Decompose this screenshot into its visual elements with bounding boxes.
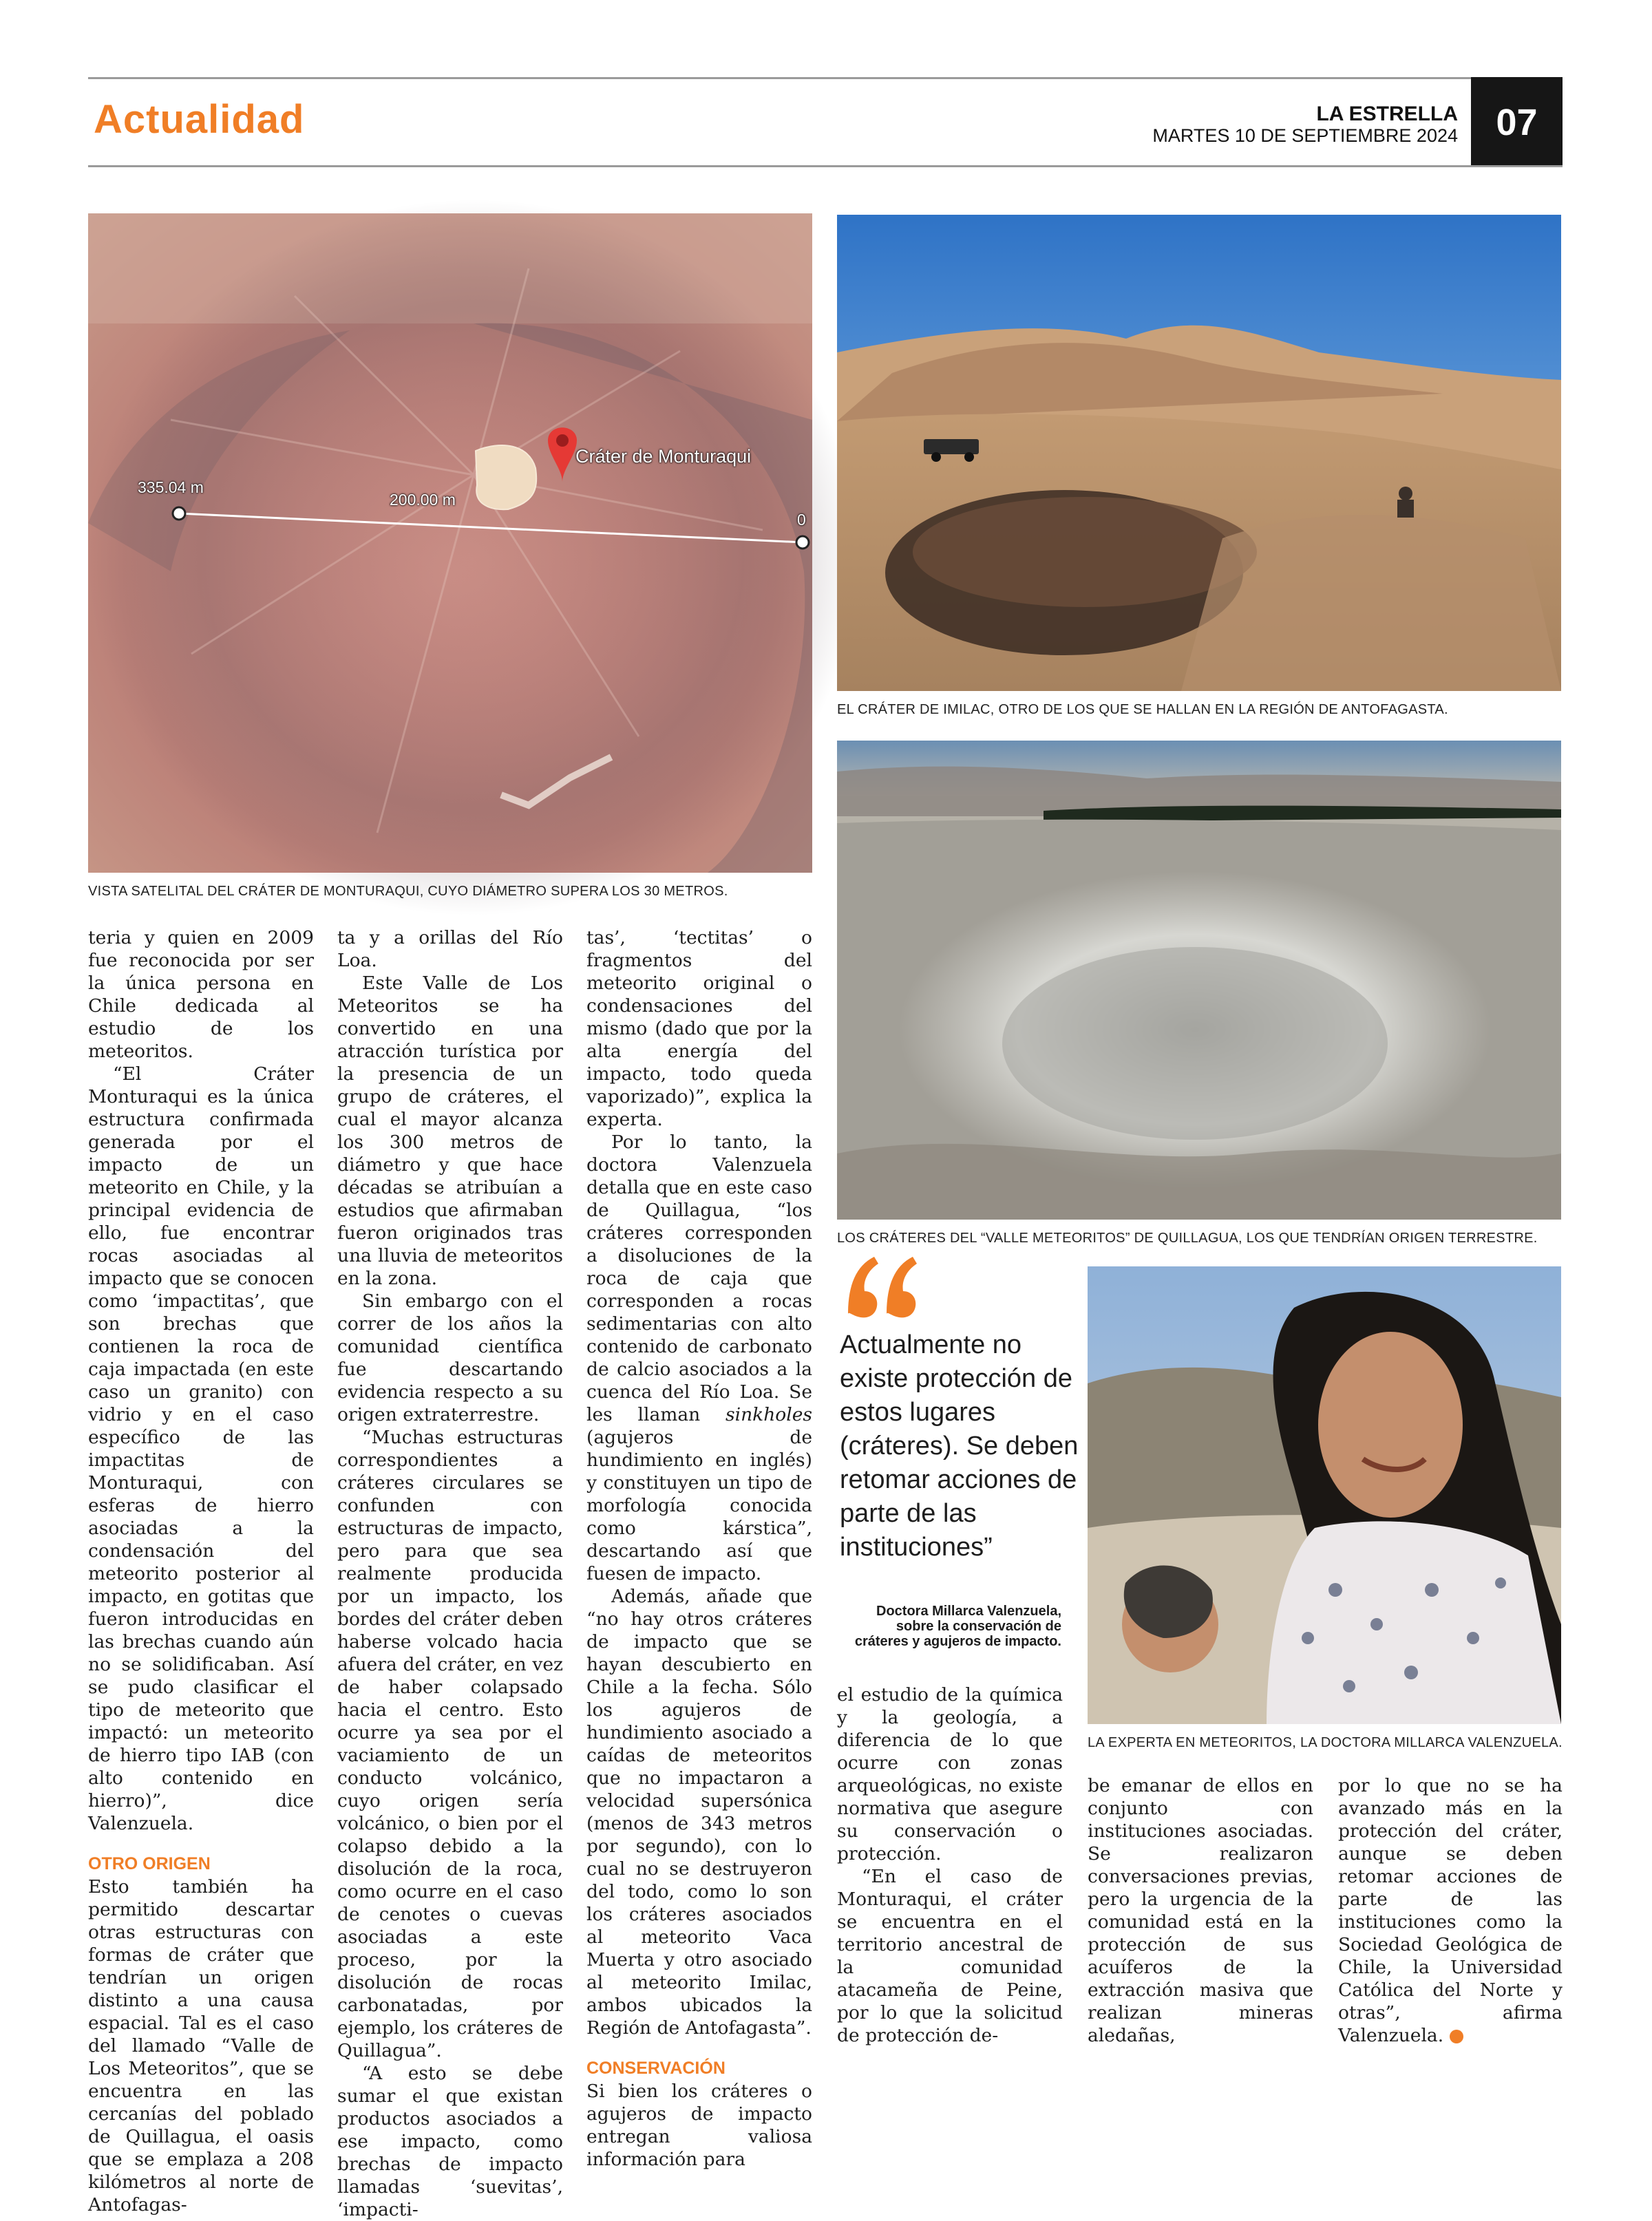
caption-satellite-map: VISTA SATELITAL DEL CRÁTER DE MONTURAQUI, CUYO DIÁMETRO SUPERA LOS 30 METROS. bbox=[88, 884, 728, 899]
newspaper-name: LA ESTRELLA bbox=[1316, 103, 1458, 125]
article-column-6 bbox=[1338, 1774, 1563, 2047]
article-paragraph: Sin embargo con el correr de los años la comunidad científica fue descartando evidencia respecto a su origen extraterrestre. bbox=[337, 1290, 563, 1425]
article-text: por lo que no se ha avanzado más en la protección del cráter, aunque se deben retomar acciones de parte de las instituciones como la Sociedad Geológica de Chile, la Universidad Católica del Norte y otras”, afirma Valenzuela. bbox=[1338, 1775, 1563, 2046]
caption-quillagua: LOS CRÁTERES DEL “VALLE METEORITOS” DE QUILLAGUA, LOS QUE TENDRÍAN ORIGEN TERRESTRE. bbox=[837, 1231, 1538, 1246]
article-column-5 bbox=[1088, 1774, 1313, 2047]
subhead-otro-origen: OTRO ORIGEN bbox=[88, 1854, 211, 1873]
caption-imilac: EL CRÁTER DE IMILAC, OTRO DE LOS QUE SE HALLAN EN LA REGIÓN DE ANTOFAGASTA. bbox=[837, 702, 1448, 717]
imilac-crater-photo bbox=[837, 215, 1561, 691]
article-paragraph: Además, añade que “no hay otros cráteres de impacto que se hayan descubierto en Chile a la fecha. Sólo los agujeros de hundimiento asociado a caídas de meteoritos que no impactaron a velocidad supersónica (menos de 343 metros por segundo), con lo cual no se destruyeron del todo, como lo son los cráteres asociados al meteorito Vaca Muerta y otro asociado al meteorito Imilac, ambos ubicados la Región de Antofagasta”. bbox=[586, 1586, 812, 2039]
map-pin-label: Cráter de Monturaqui bbox=[575, 446, 752, 467]
satellite-map-image bbox=[88, 213, 812, 873]
section-title: Actualidad bbox=[94, 97, 305, 142]
article-paragraph: ta y a orillas del Río Loa. bbox=[337, 927, 563, 971]
quote-mark-icon bbox=[841, 1253, 924, 1321]
article-paragraph: Si bien los cráteres o agujeros de impacto entregan valiosa información para bbox=[586, 2081, 812, 2170]
quillagua-crater-image bbox=[837, 741, 1561, 1220]
satellite-map-photo bbox=[88, 213, 812, 873]
article-paragraph bbox=[1338, 1774, 1563, 2047]
article-paragraph: “El Cráter Monturaqui es la única estructura confirmada generada por el impacto de un meteorito en Chile, y la principal evidencia de ello, fue encontrar rocas asociadas al impacto que se conocen como ‘impactitas’, que son brechas que contienen la roca de caja impactada (en este caso un granito) con vidrio y en el caso específico de las impactitas de Monturaqui, con esferas de hierro asociadas a la condensación del meteorito posterior al impacto, en gotitas que fueron introducidas en las brechas cuando aún no se solidificaban. Así se pudo clasificar el tipo de meteorito que impactó: un meteorito de hierro tipo IAB (con alto contenido en hierro)”, dice Valenzuela. bbox=[88, 1063, 314, 1834]
article-paragraph: el estudio de la química y la geología, a diferencia de lo que ocurre con zonas arqueológicas, no existe normativa que asegure su conservación o protección. bbox=[837, 1684, 1063, 1864]
article-text-italic: sinkholes bbox=[726, 1404, 812, 1425]
article-paragraph: “En el caso de Monturaqui, el cráter se encuentra en el territorio ancestral de la comunidad atacameña de Peine, por lo que la solicitud de protección de- bbox=[837, 1866, 1063, 2046]
pull-quote-role: sobre la conservación de cráteres y agujeros de impacto. bbox=[854, 1619, 1061, 1649]
article-paragraph: teria y quien en 2009 fue reconocida por ser la única persona en Chile dedicada al estudio de los meteoritos. bbox=[88, 927, 314, 1062]
scale-label-mid: 200.00 m bbox=[390, 491, 456, 509]
article-paragraph: Este Valle de Los Meteoritos se ha convertido en una atracción turística por la presencia de un grupo de cráteres, el cual el mayor alcanza los 300 metros de diámetro y que hace décadas se atribuían a estudios que afirmaban fueron originados tras una lluvia de meteoritos en la zona. bbox=[337, 973, 563, 1289]
page-number: 07 bbox=[1471, 77, 1563, 167]
end-of-article-icon bbox=[1450, 2030, 1463, 2043]
article-column-1 bbox=[88, 926, 314, 2216]
expert-portrait-image bbox=[1088, 1266, 1561, 1724]
issue-date: MARTES 10 DE SEPTIEMBRE 2024 bbox=[1152, 125, 1458, 146]
header-rule-bottom bbox=[88, 165, 1563, 167]
article-text: (agujeros de hundimiento en inglés) y constituyen un tipo de morfología conocida como kárstica”, descartando así que fuesen de impacto. bbox=[586, 1427, 812, 1584]
expert-portrait-photo bbox=[1088, 1266, 1561, 1724]
article-paragraph: Esto también ha permitido descartar otras estructuras con formas de cráter que tendrían un origen distinto a una causa espacial. Tal es el caso del llamado “Valle de Los Meteoritos”, que se encuentra en las cercanías del poblado de Quillagua, el oasis que se emplaza a 208 kilómetros al norte de Antofagas- bbox=[88, 1876, 314, 2215]
imilac-crater-image bbox=[837, 215, 1561, 691]
article-column-4 bbox=[837, 1683, 1063, 2047]
masthead bbox=[1152, 103, 1458, 146]
pull-quote-attribution bbox=[840, 1604, 1061, 1649]
scale-label-right: 0 bbox=[797, 511, 806, 529]
article-column-3 bbox=[586, 926, 812, 2171]
article-paragraph: “Muchas estructuras correspondientes a cráteres circulares se confunden con estructuras de impacto, pero para que sea realmente producida por un impacto, los bordes del cráter deben haberse volcado hacia afuera del cráter, en vez de haber colapsado hacia el centro. Esto ocurre ya sea por el vaciamiento de un conducto volcánico, cuyo origen sería volcánico, o bien por el colapso debido a la disolución de la roca, como ocurre en el caso de cenotes o cuevas asociadas a este proceso, por la disolución de rocas carbonatadas, por ejemplo, los cráteres de Quillagua”. bbox=[337, 1427, 563, 2061]
pull-quote-name: Doctora Millarca Valenzuela, bbox=[876, 1604, 1061, 1619]
pull-quote-text: Actualmente no existe protección de estos lugares (cráteres). Se deben retomar acciones de parte de las instituciones” bbox=[840, 1330, 1079, 1562]
article-column-2 bbox=[337, 926, 563, 2221]
quillagua-crater-photo bbox=[837, 741, 1561, 1220]
article-paragraph bbox=[586, 1131, 812, 1585]
header-rule-top bbox=[88, 77, 1563, 79]
article-text: Por lo tanto, la doctora Valenzuela detalla que en este caso de Quillagua, “los cráteres corresponden a disoluciones de la roca de caja que corresponden a rocas sedimentarias con alto contenido de carbonato de calcio asociados a la cuenca del Río Loa. Se les llaman bbox=[586, 1131, 812, 1425]
article-paragraph: be emanar de ellos en conjunto con instituciones asociadas. Se realizaron conversaciones previas, pero la urgencia de la comunidad está en la protección de sus acuíferos de la extracción masiva que realizan mineras aledañas, bbox=[1088, 1775, 1313, 2046]
caption-expert: LA EXPERTA EN METEORITOS, LA DOCTORA MILLARCA VALENZUELA. bbox=[1088, 1735, 1563, 1750]
article-paragraph: tas’, ‘tectitas’ o fragmentos del meteorito original o condensaciones del mismo (dado que por la alta energía del impacto, todo queda vaporizado)”, explica la experta. bbox=[586, 927, 812, 1130]
scale-label-left: 335.04 m bbox=[138, 478, 204, 496]
article-paragraph: “A esto se debe sumar el que existan productos asociados a ese impacto, como brechas de impacto llamadas ‘suevitas’, ‘impacti- bbox=[337, 2063, 563, 2220]
subhead-conservacion: CONSERVACIÓN bbox=[586, 2059, 726, 2078]
